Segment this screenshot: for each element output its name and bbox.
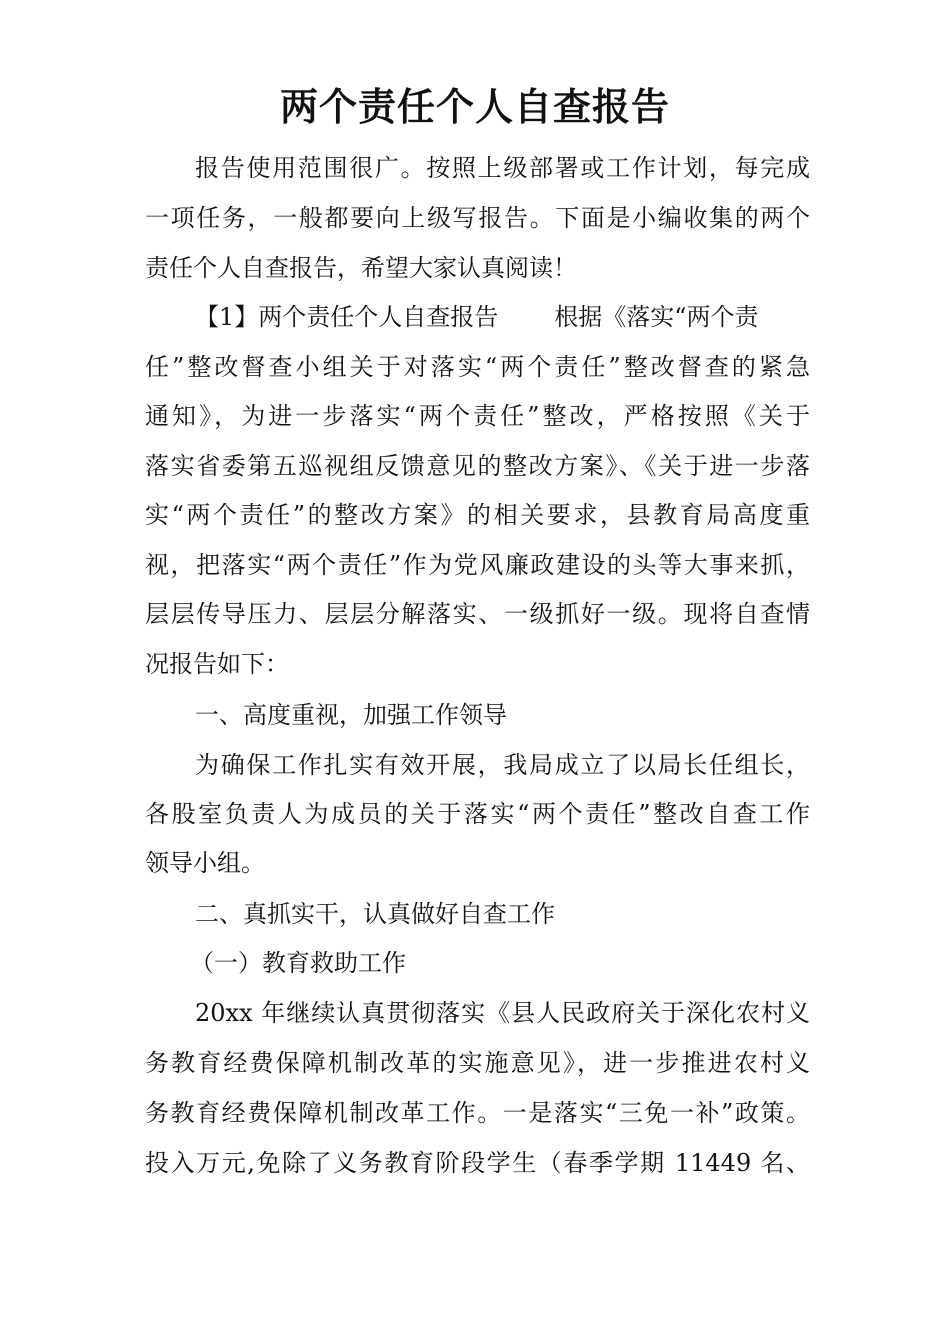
paragraph-line: 通知》，为进一步落实“两个责任”整改，严格按照《关于: [145, 402, 810, 430]
paragraph-line: 务教育经费保障机制改革工作。一是落实“三免一补”政策。: [145, 1099, 810, 1127]
paragraph-line: 领导小组。: [145, 849, 265, 877]
paragraph-line: 各股室负责人为成员的关于落实“两个责任”整改自查工作: [145, 800, 810, 828]
paragraph-line: 报告使用范围很广。按照上级部署或工作计划，每完成: [195, 154, 810, 182]
paragraph-line: 视，把落实“两个责任”作为党风廉政建设的头等大事来抓，: [145, 551, 810, 579]
paragraph-line: 况报告如下：: [145, 650, 289, 678]
paragraph-line: 任”整改督查小组关于对落实“两个责任”整改督查的紧急: [145, 353, 810, 381]
subheading-line: （一）教育救助工作: [190, 949, 406, 977]
paragraph-line: 20xx 年继续认真贯彻落实《县人民政府关于深化农村义: [195, 999, 810, 1027]
paragraph-line: 一项任务，一般都要向上级写报告。下面是小编收集的两个: [145, 204, 810, 232]
paragraph-line: 务教育经费保障机制改革的实施意见》，进一步推进农村义: [145, 1049, 810, 1077]
paragraph-line: 投入万元,免除了义务教育阶段学生（春季学期 11449 名、: [145, 1149, 810, 1177]
paragraph-line: 落实省委第五巡视组反馈意见的整改方案》、《关于进一步落: [145, 452, 810, 480]
paragraph-line: 为确保工作扎实有效开展，我局成立了以局长任组长，: [195, 751, 810, 779]
subheading-line: 一、高度重视，加强工作领导: [195, 701, 507, 729]
section-heading: 【1】两个责任个人自查报告: [195, 303, 499, 331]
paragraph-line: 责任个人自查报告，希望大家认真阅读！: [145, 254, 577, 282]
document-title: 两个责任个人自查报告: [279, 84, 670, 129]
paragraph-line: 实“两个责任”的整改方案》的相关要求，县教育局高度重: [145, 501, 810, 529]
subheading-line: 二、真抓实干，认真做好自查工作: [195, 900, 555, 928]
section-heading-line: [195, 292, 810, 342]
paragraph-line: 层层传导压力、层层分解落实、一级抓好一级。现将自查情: [145, 600, 810, 628]
paragraph-text: 根据《落实“两个责: [554, 303, 759, 331]
